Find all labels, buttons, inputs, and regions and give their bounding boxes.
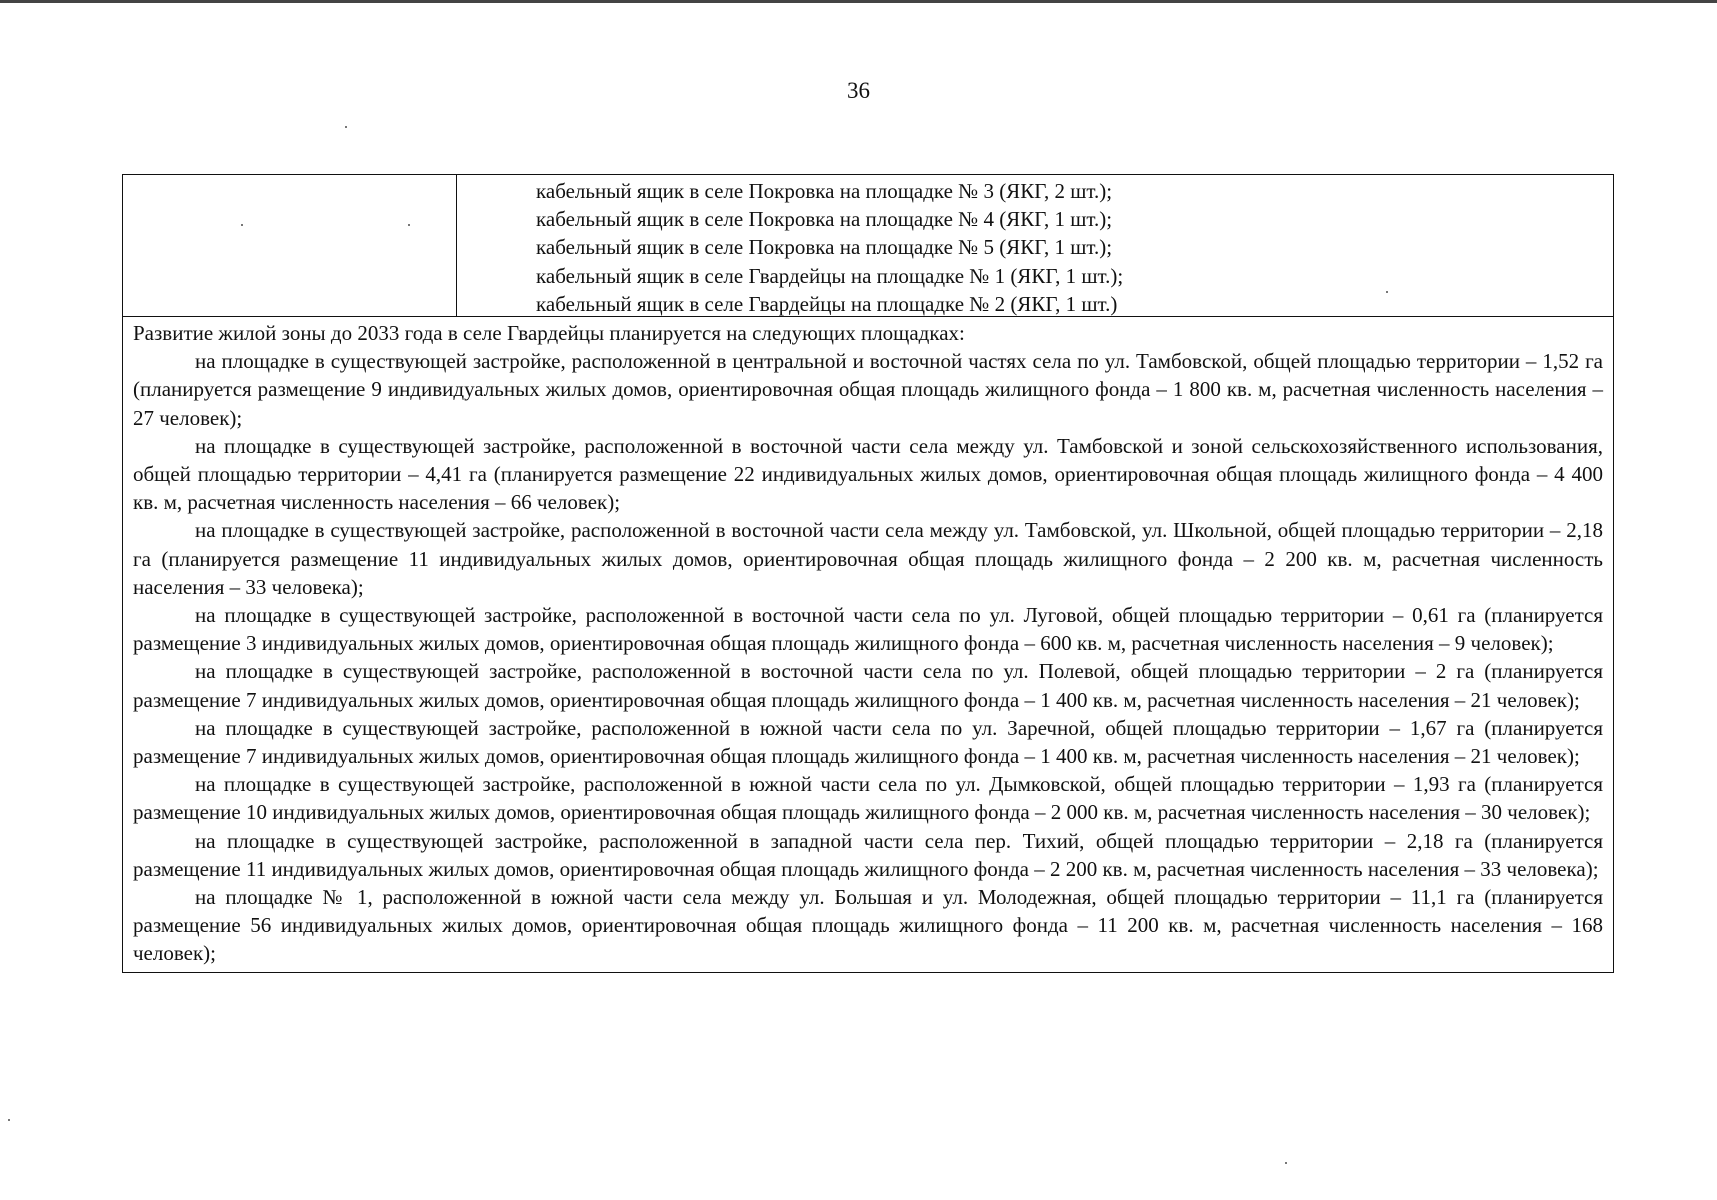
cable-box-line: кабельный ящик в селе Покровка на площадке № 5 (ЯКГ, 1 шт.); bbox=[536, 235, 1113, 260]
cable-box-line: кабельный ящик в селе Гвардейцы на площадке № 2 (ЯКГ, 1 шт.) bbox=[536, 291, 1118, 316]
site-paragraph: на площадке в существующей застройке, расположенной в восточной части села между ул. Тамбовской и зоной сельскохозяйственного использования, общей площадью территории – 4,41 га (планируется размещение 22 индивидуальных жилых домов, ориентировочная общая площадь жилищного фонда – 4 400 кв. м, расчетная численность населения – 66 человек); bbox=[133, 433, 1603, 515]
site-paragraph: на площадке в существующей застройке, расположенной в восточной части села между ул. Тамбовской, ул. Школьной, общей площадью территории – 2,18 га (планируется размещение 11 индивидуальных жилых домов, ориентировочная общая площадь жилищного фонда – 2 200 кв. м, расчетная численность населения – 33 человека); bbox=[133, 518, 1603, 599]
site-paragraph: на площадке в существующей застройке, расположенной в восточной части села по ул. Полевой, общей площадью территории – 2 га (планируется размещение 7 индивидуальных жилых домов, ориентировочная общая площадь жилищного фонда – 1 400 кв. м, расчетная численность населения – 21 человек); bbox=[133, 659, 1603, 712]
cable-box-line: кабельный ящик в селе Покровка на площадке № 4 (ЯКГ, 1 шт.); bbox=[536, 207, 1113, 232]
scan-speck bbox=[408, 224, 410, 226]
section-intro: Развитие жилой зоны до 2033 года в селе Гвардейцы планируется на следующих площадках: bbox=[133, 321, 965, 345]
document-table bbox=[122, 174, 1614, 973]
cable-box-line: кабельный ящик в селе Покровка на площадке № 3 (ЯКГ, 2 шт.); bbox=[536, 179, 1113, 203]
table-cell-empty bbox=[123, 175, 457, 316]
site-paragraph: на площадке в существующей застройке, расположенной в центральной и восточной частях села по ул. Тамбовской, общей площадью территории – 1,52 га (планируется размещение 9 индивидуальных жилых домов, ориентировочная общая площадь жилищного фонда – 1 800 кв. м, расчетная численность населения – 27 человек); bbox=[133, 349, 1603, 430]
table-row-top bbox=[123, 175, 1613, 317]
site-paragraph: на площадке в существующей застройке, расположенной в южной части села по ул. Дымковской, общей площадью территории – 1,93 га (планируется размещение 10 индивидуальных жилых домов, ориентировочная общая площадь жилищного фонда – 2 000 кв. м, расчетная численность населения – 30 человек); bbox=[133, 772, 1603, 825]
table-cell-cable-boxes bbox=[457, 175, 1613, 316]
table-cell-residential-zone bbox=[123, 317, 1613, 972]
site-paragraph: на площадке в существующей застройке, расположенной в южной части села по ул. Заречной, общей площадью территории – 1,67 га (планируется размещение 7 индивидуальных жилых домов, ориентировочная общая площадь жилищного фонда – 1 400 кв. м, расчетная численность населения – 21 человек); bbox=[133, 715, 1603, 769]
site-paragraph: на площадке в существующей застройке, расположенной в западной части села пер. Тихий, общей площадью территории – 2,18 га (планируется размещение 11 индивидуальных жилых домов, ориентировочная общая площадь жилищного фонда – 2 200 кв. м, расчетная численность населения – 33 человека); bbox=[133, 828, 1603, 881]
site-paragraph: на площадке в существующей застройке, расположенной в восточной части села по ул. Луговой, общей площадью территории – 0,61 га (планируется размещение 3 индивидуальных жилых домов, ориентировочная общая площадь жилищного фонда – 600 кв. м, расчетная численность населения – 9 человек); bbox=[133, 603, 1603, 656]
site-paragraph: на площадке № 1, расположенной в южной части села между ул. Большая и ул. Молодежная, общей площадью территории – 11,1 га (планируется размещение 56 индивидуальных жилых домов, ориентировочная общая площадь жилищного фонда – 11 200 кв. м, расчетная численность населения – 168 человек); bbox=[133, 885, 1603, 966]
scan-speck bbox=[8, 1119, 10, 1121]
scan-speck bbox=[345, 126, 347, 128]
scan-speck bbox=[1285, 1162, 1287, 1164]
scan-speck bbox=[241, 224, 243, 226]
page-number: 36 bbox=[847, 78, 870, 103]
cable-box-line: кабельный ящик в селе Гвардейцы на площадке № 1 (ЯКГ, 1 шт.); bbox=[536, 263, 1124, 288]
scan-edge-line bbox=[0, 0, 1717, 3]
scan-speck bbox=[1386, 291, 1388, 293]
